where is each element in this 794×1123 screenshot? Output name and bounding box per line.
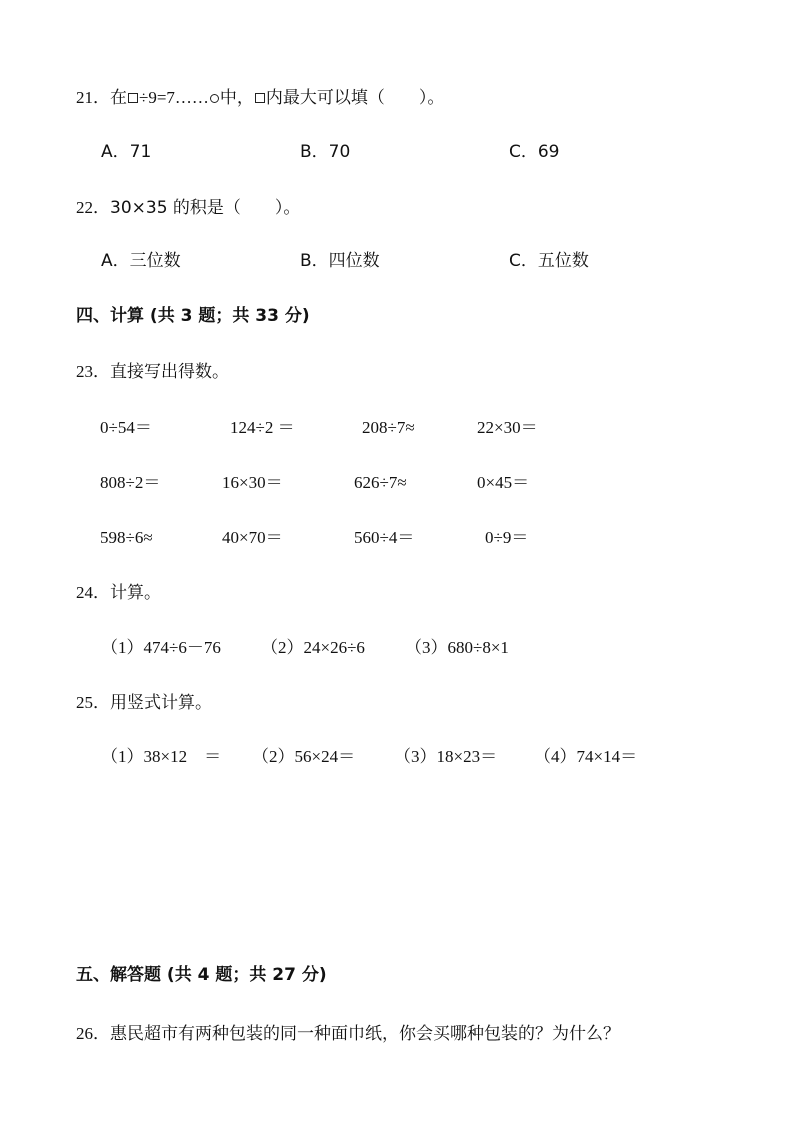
calc-item: 208÷7≈: [362, 418, 415, 437]
question-text-part: ÷9=7……: [139, 88, 209, 107]
calc-item: 626÷7≈: [354, 473, 407, 492]
calc-item: 40×70＝: [222, 528, 283, 547]
option-b: B．70: [300, 142, 351, 162]
question-text: 惠民超市有两种包装的同一种面巾纸，你会买哪种包装的？为什么？: [110, 1024, 620, 1044]
calc-item: 598÷6≈: [100, 528, 153, 547]
square-blank-icon: [255, 93, 265, 103]
question-number: 23．: [76, 362, 110, 381]
question-text-part: 内最大可以填（ ）。: [265, 88, 445, 108]
section-title: 五、解答题 (共 4 题；共 27 分): [76, 965, 327, 985]
question-23: [76, 363, 229, 381]
option-c: C．69: [509, 142, 560, 162]
question-number: 25．: [76, 693, 110, 712]
calc-item: （3）18×23＝: [394, 747, 498, 766]
calc-item: （2）24×26÷6: [261, 638, 365, 657]
question-25: [76, 694, 212, 712]
option-a: A．71: [101, 142, 152, 162]
calc-item: （1）38×12 ＝: [101, 747, 222, 766]
calc-item: （2）56×24＝: [252, 747, 356, 766]
question-22: [76, 199, 300, 217]
calc-item: （1）474÷6－76: [101, 638, 221, 657]
question-number: 24．: [76, 583, 110, 602]
calc-item: （3）680÷8×1: [405, 638, 509, 657]
calc-item: 808÷2＝: [100, 473, 161, 492]
question-number: 22．: [76, 198, 110, 217]
option-a: A．三位数: [101, 251, 181, 271]
question-text-part: 在: [110, 88, 127, 108]
section-title: 四、计算 (共 3 题；共 33 分): [76, 306, 310, 326]
question-21: [76, 89, 444, 107]
square-blank-icon: [128, 93, 138, 103]
calc-item: 0×45＝: [477, 473, 530, 492]
question-26: [76, 1025, 620, 1043]
circle-blank-icon: [210, 94, 219, 103]
calc-item: （4）74×14＝: [534, 747, 638, 766]
question-text-part: 中，: [219, 88, 254, 108]
question-text: 30×35 的积是（ ）。: [110, 198, 301, 218]
question-text: 直接写出得数。: [110, 362, 229, 382]
calc-item: 16×30＝: [222, 473, 283, 492]
question-text: 计算。: [110, 583, 161, 603]
calc-item: 560÷4＝: [354, 528, 415, 547]
option-c: C．五位数: [509, 251, 589, 271]
question-number: 26．: [76, 1024, 110, 1043]
option-b: B．四位数: [300, 251, 380, 271]
calc-item: 22×30＝: [477, 418, 538, 437]
calc-item: 0÷54＝: [100, 418, 152, 437]
question-24: [76, 584, 161, 602]
question-text: 用竖式计算。: [110, 693, 212, 713]
calc-item: 124÷2 ＝: [230, 418, 295, 437]
calc-item: 0÷9＝: [485, 528, 529, 547]
question-number: 21．: [76, 88, 110, 107]
